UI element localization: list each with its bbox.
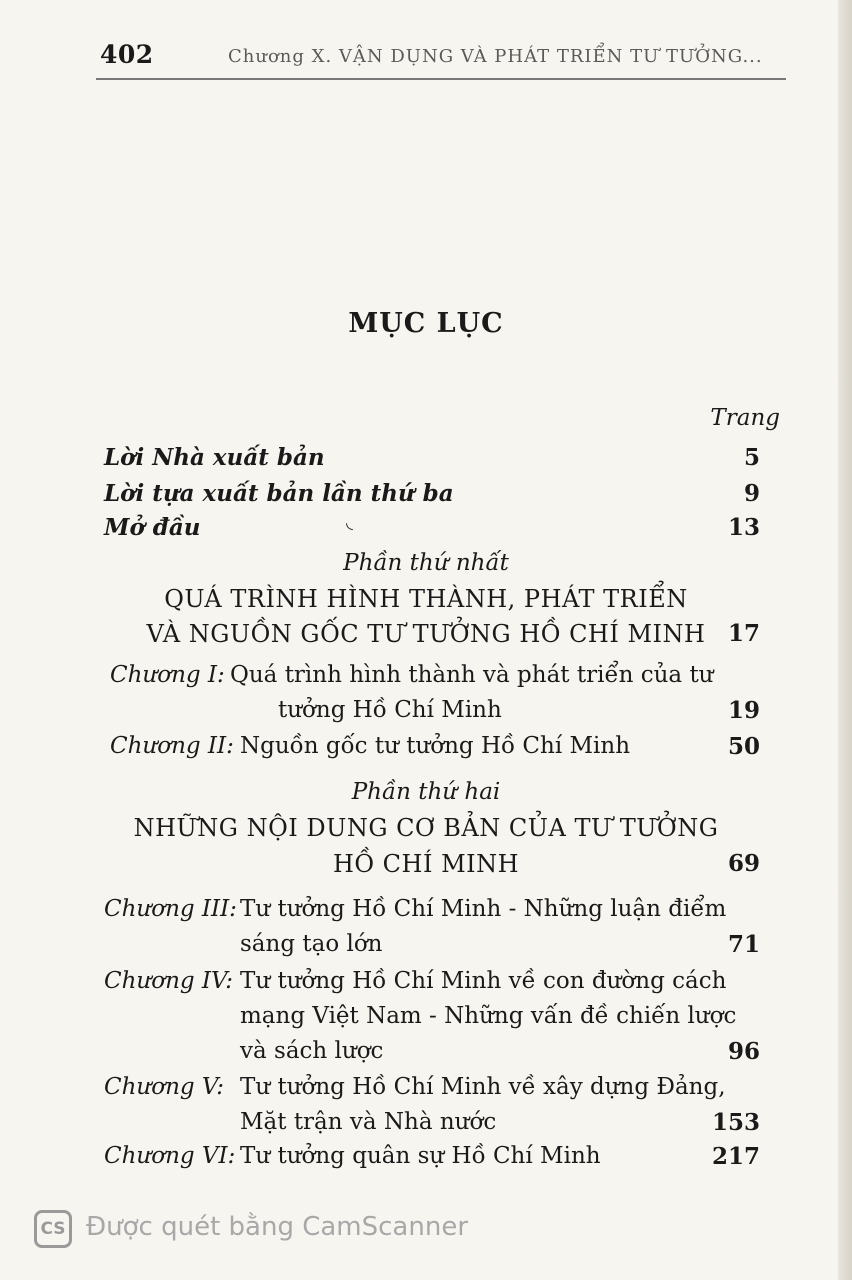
- chapter-title-line: tưởng Hồ Chí Minh: [278, 697, 502, 723]
- part-label: Phần thứ hai: [351, 779, 501, 805]
- chapter-title-line: và sách lược: [240, 1038, 384, 1064]
- chapter-label: Chương IV:: [104, 968, 234, 994]
- chapter-page: 96: [727, 1038, 760, 1065]
- toc-title: MỤC LỤC: [348, 308, 504, 339]
- chapter-label: Chương II:: [110, 733, 234, 759]
- header-rule: [96, 78, 786, 80]
- camscanner-logo-icon: CS: [34, 1210, 72, 1248]
- toc-entry-title: Lời Nhà xuất bản: [104, 444, 325, 471]
- part-label: Phần thứ nhất: [343, 550, 509, 576]
- chapter-label: Chương I:: [110, 662, 225, 688]
- page-number: 402: [100, 40, 154, 69]
- part-title-line: HỒ CHÍ MINH: [332, 850, 520, 878]
- chapter-title-line: mạng Việt Nam - Những vấn đề chiến lược: [240, 1003, 737, 1029]
- toc-entry-title: Mở đầu: [104, 514, 201, 541]
- toc-entry-page: 9: [743, 480, 760, 507]
- chapter-label: Chương III:: [104, 896, 237, 922]
- page-column-label: Trang: [710, 405, 780, 431]
- chapter-label: Chương VI:: [104, 1143, 236, 1169]
- chapter-page: 19: [727, 697, 760, 724]
- chapter-title-line: Tư tưởng Hồ Chí Minh - Những luận điểm: [240, 896, 727, 922]
- part-page: 17: [727, 620, 760, 647]
- chapter-title-line: Nguồn gốc tư tưởng Hồ Chí Minh: [240, 733, 631, 759]
- chapter-title-line: sáng tạo lớn: [240, 931, 383, 957]
- chapter-label: Chương V:: [104, 1074, 224, 1100]
- toc-entry-page: 13: [727, 514, 760, 541]
- part-title-line: QUÁ TRÌNH HÌNH THÀNH, PHÁT TRIỂN: [164, 585, 688, 613]
- toc-entry-page: 5: [743, 444, 760, 471]
- chapter-title-line: Tư tưởng Hồ Chí Minh về xây dựng Đảng,: [240, 1074, 726, 1100]
- part-title-line: NHỮNG NỘI DUNG CƠ BẢN CỦA TƯ TƯỞNG: [133, 814, 719, 842]
- chapter-page: 50: [727, 733, 760, 760]
- chapter-title-line: Tư tưởng Hồ Chí Minh về con đường cách: [240, 968, 727, 994]
- part-title-line: VÀ NGUỒN GỐC TƯ TƯỞNG HỒ CHÍ MINH: [146, 620, 706, 648]
- chapter-page: 153: [711, 1109, 760, 1136]
- chapter-page: 71: [727, 931, 760, 958]
- stray-mark: ◟: [346, 512, 353, 533]
- chapter-title-line: Mặt trận và Nhà nước: [240, 1109, 497, 1135]
- camscanner-watermark: Được quét bằng CamScanner: [86, 1212, 469, 1242]
- chapter-title-line: Tư tưởng quân sự Hồ Chí Minh: [240, 1143, 601, 1169]
- chapter-page: 217: [711, 1143, 760, 1170]
- toc-entry-title: Lời tựa xuất bản lần thứ ba: [104, 480, 454, 507]
- running-title: Chương X. VẬN DỤNG VÀ PHÁT TRIỂN TƯ TƯỞNG...: [228, 46, 763, 67]
- chapter-title-line: Quá trình hình thành và phát triển của tư: [230, 662, 714, 688]
- part-page: 69: [727, 850, 760, 877]
